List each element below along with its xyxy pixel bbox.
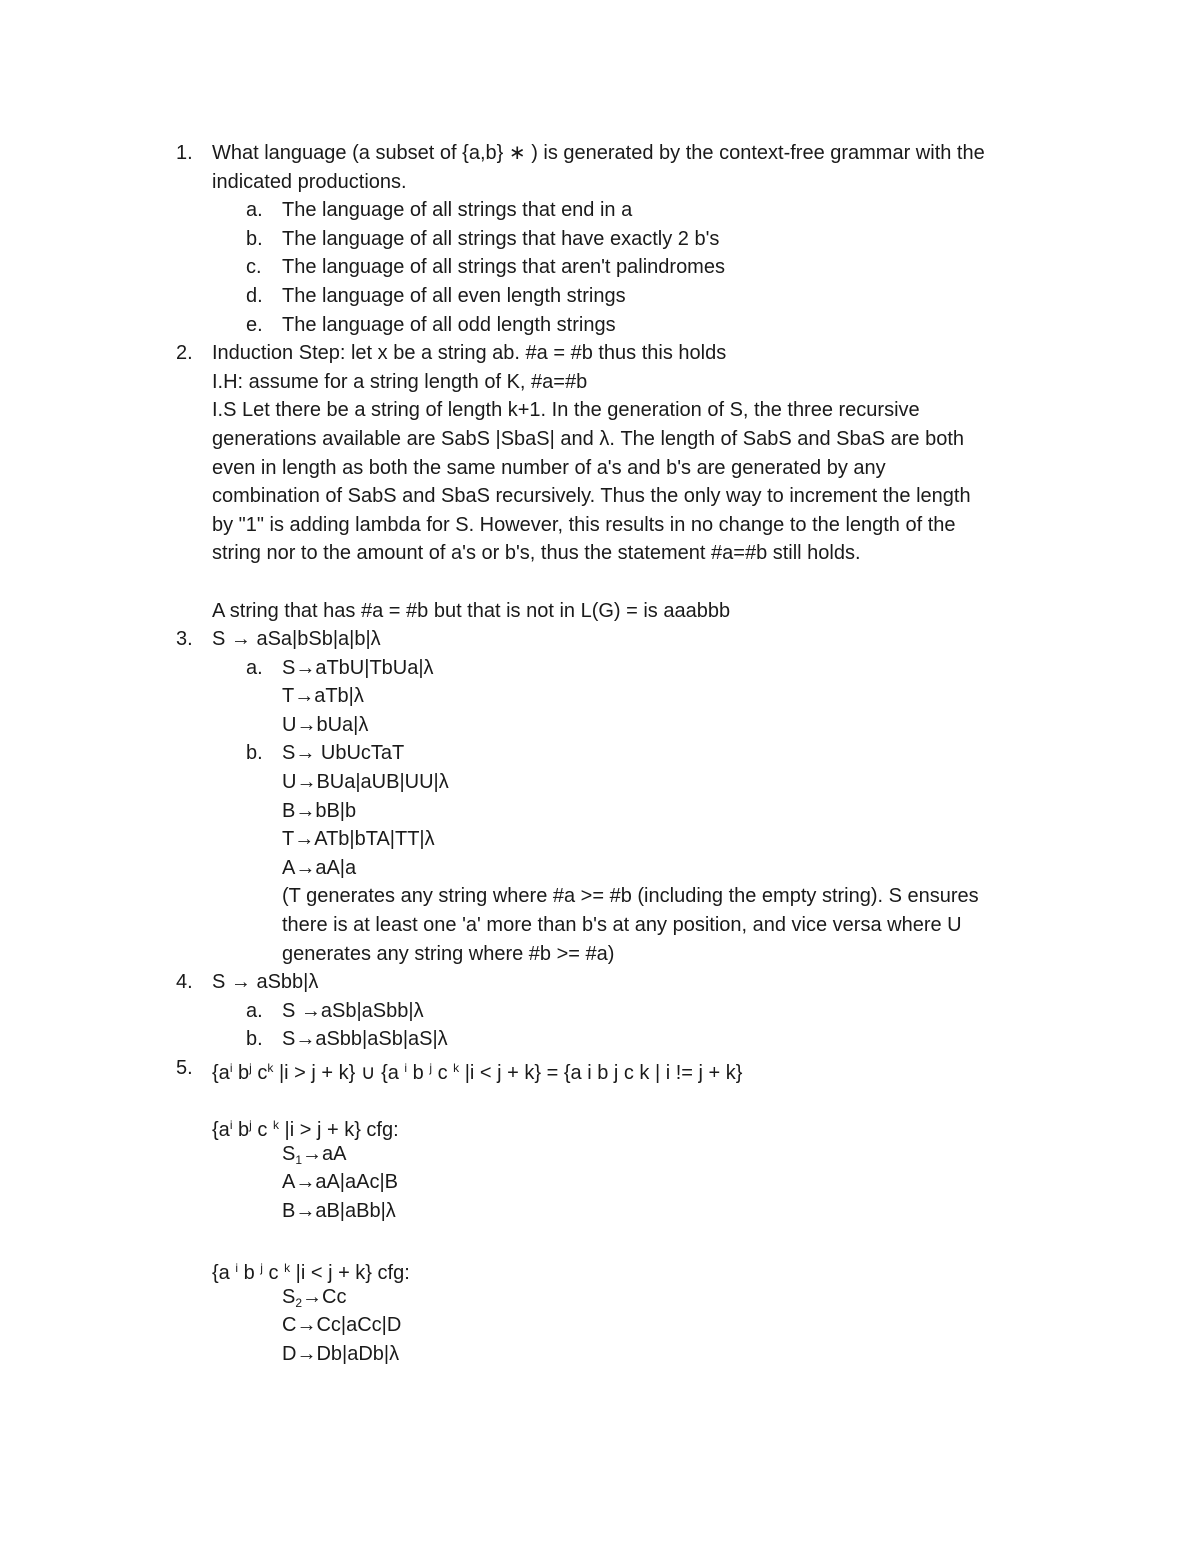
q3-number: 3. — [176, 628, 193, 651]
q1-option-c: c. The language of all strings that aren't palindromes — [246, 256, 725, 279]
q1-text-cont: indicated productions. — [212, 170, 407, 193]
q5-set2-rule2: D→Db|aDb|λ — [282, 1342, 400, 1365]
q2-line1: 2. Induction Step: let x be a string ab. #a = #b thus this holds — [0, 339, 1200, 368]
q3-b-line2: U→BUa|aUB|UU|λ — [282, 771, 449, 794]
q2-line3: I.S Let there be a string of length k+1. In the generation of S, the three recursive — [212, 399, 920, 422]
q2-line2: I.H: assume for a string length of K, #a=#b — [212, 370, 588, 393]
q3-a-line1: a. S→aTbU|TbUa|λ — [246, 656, 434, 679]
q1-line2 — [0, 168, 1200, 197]
q4-number: 4. — [176, 971, 193, 994]
q2-line5: even in length as both the same number of a's and b's are generated by any — [212, 456, 886, 479]
q1-option-e: e. The language of all odd length strings — [246, 313, 616, 336]
q3-b-line5: A→aA|a — [282, 856, 357, 879]
q3-b-line4: T→ATb|bTA|TT|λ — [282, 828, 435, 851]
q3-b-line1: b. S→ UbUcTaT — [246, 742, 405, 765]
q2-line6: combination of SabS and SbaS recursively. Thus the only way to increment the length — [212, 485, 971, 508]
q3-b-line8: generates any string where #b >= #a) — [282, 942, 615, 965]
q5-set1-rule2: B→aB|aBb|λ — [282, 1199, 396, 1222]
spacer — [0, 568, 1200, 597]
q2-extra: A string that has #a = #b but that is not in L(G) = is aaabbb — [212, 599, 731, 622]
q2-line4: generations available are SabS |SbaS| and λ. The length of SabS and SbaS are both — [212, 427, 965, 450]
q1-line1 — [0, 139, 1200, 168]
q3-b-line6: (T generates any string where #a >= #b (including the empty string). S ensures — [282, 885, 979, 908]
q1-number: 1. — [176, 142, 193, 164]
q1-option-a: a. The language of all strings that end in a — [246, 199, 633, 222]
q5-main — [0, 1054, 1200, 1083]
q5-set1-header: {$a^i$ $b^j$ c $^k$ |i > j + k} cfg: — [212, 1118, 399, 1142]
q5-set1-start: $S_1\to aA$ — [282, 1142, 347, 1167]
spacer — [0, 1226, 1200, 1255]
q2-line7: by "1" is adding lambda for S. However, this results in no change to the length of the — [212, 513, 956, 536]
q3-a-line2: T→aTb|λ — [282, 685, 364, 708]
q4-main: 4. S → aSbb|λ — [0, 968, 1200, 997]
q3-a-line3: U→bUa|λ — [282, 713, 369, 736]
q3-b-line3: B→bB|b — [282, 799, 357, 822]
q3-b-line7: there is at least one 'a' more than b's at any position, and vice versa where U — [282, 914, 962, 937]
q5-set2-rule1: C→Cc|aCc|D — [282, 1314, 402, 1337]
q5-set2-start: $S_2\to Cc$ — [282, 1285, 347, 1310]
q5-number: 5. — [176, 1057, 193, 1079]
q5-set1-rule1: A→aA|aAc|B — [282, 1171, 398, 1194]
q4-a: a. S →aSb|aSbb|λ — [246, 999, 424, 1022]
q1-text: What language (a subset of {a,b} ∗ ) is generated by the context-free grammar with the — [212, 142, 985, 164]
document-body — [0, 139, 1200, 1369]
q2-line8: string nor to the amount of a's or b's, thus the statement #a=#b still holds. — [212, 542, 861, 565]
q1-option-b: b. The language of all strings that have exactly 2 b's — [246, 227, 720, 250]
q2-number: 2. — [176, 342, 193, 365]
q5-set2-header: {a $^i$ b $^j$ c $^k$ |i < j + k} cfg: — [212, 1261, 410, 1285]
q3-main: 3. S → aSa|bSb|a|b|λ — [0, 625, 1200, 654]
q1-option-d: d. The language of all even length strings — [246, 284, 626, 307]
q4-b: b. S→aSbb|aSb|aS|λ — [246, 1028, 448, 1051]
q5-equation: {$a^i$ $b^j$ $c^k$ |i > j + k} ∪ {a $^i$ b $^j$ c $^k$ |i < j + k} = {a i b j c k | i != j + k} — [212, 1061, 743, 1084]
